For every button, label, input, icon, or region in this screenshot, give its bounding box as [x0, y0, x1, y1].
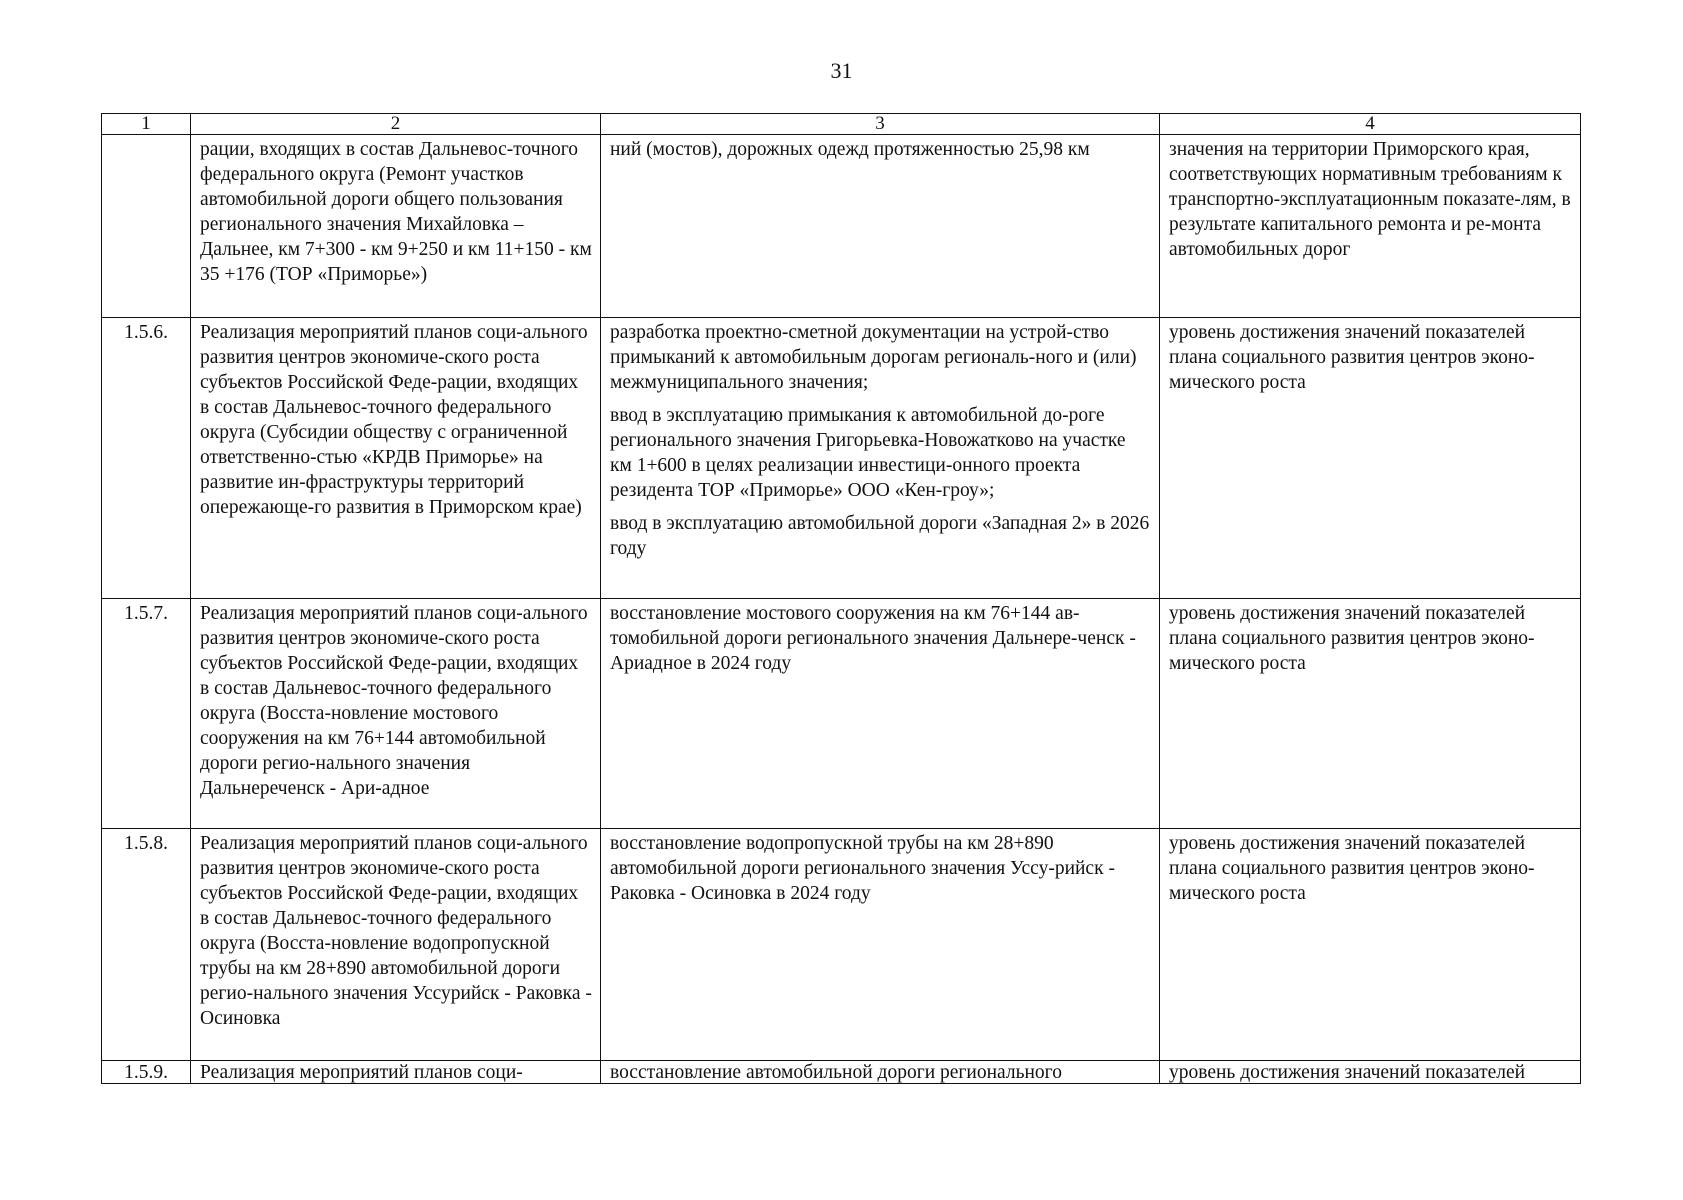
measure-indicator: уровень достижения значений показателей плана социального развития центров эконо-мического роста [1160, 829, 1581, 1061]
measure-indicator: уровень достижения значений показателей плана социального развития центров эконо-мического роста [1160, 318, 1581, 599]
measure-name: Реализация мероприятий планов соци-ального развития центров экономиче-ского роста субъектов Российской Феде-рации, входящих в состав Дальневос-точного федерального округа (Восста-новление мостового сооружения на км 76+144 автомобильной дороги регио-нального значения Дальнереченск - Ари-адное [191, 599, 601, 829]
column-header: 4 [1160, 114, 1581, 135]
column-header: 3 [601, 114, 1160, 135]
table-row [102, 318, 1581, 599]
measure-indicator: уровень достижения значений показателей плана социального развития центров эконо-мического роста [1160, 599, 1581, 829]
row-number: 1.5.9. [102, 1061, 191, 1084]
table-row [102, 599, 1581, 829]
measures-table [101, 113, 1581, 1084]
table-row [102, 1061, 1581, 1084]
measure-result [601, 829, 1160, 1061]
measure-result [601, 318, 1160, 599]
page-number: 31 [830, 58, 853, 83]
result-paragraph: восстановление автомобильной дороги регионального [610, 1062, 1062, 1083]
table-row [102, 135, 1581, 318]
table-row [102, 829, 1581, 1061]
result-paragraph: восстановление водопропускной трубы на км 28+890 автомобильной дороги регионального значения Уссу-рийск - Раковка - Осиновка в 2024 году [610, 833, 1115, 904]
result-paragraph: восстановление мостового сооружения на км 76+144 ав-томобильной дороги регионального значения Дальнере-ченск - Ариадное в 2024 году [610, 603, 1136, 674]
measure-result [601, 1061, 1160, 1084]
measure-name: Реализация мероприятий планов соци-ального развития центров экономиче-ского роста субъектов Российской Феде-рации, входящих в состав Дальневос-точного федерального округа (Субсидии обществу с ограниченной ответственно-стью «КРДВ Приморье» на развитие ин-фраструктуры территорий опережающе-го развития в Приморском крае) [191, 318, 601, 599]
result-paragraph: разработка проектно-сметной документации на устрой-ство примыканий к автомобильным дорогам региональ-ного и (или) межмуниципального значения; [610, 322, 1137, 393]
measure-indicator: значения на территории Приморского края, соответствующих нормативным требованиям к транспортно-эксплуатационным показате-лям, в результате капитального ремонта и ре-монта автомобильных дорог [1160, 135, 1581, 318]
table-header-row [102, 114, 1581, 135]
result-paragraph: ввод в эксплуатацию автомобильной дороги «Западная 2» в 2026 году [610, 513, 1150, 559]
measure-result [601, 135, 1160, 318]
column-header: 2 [191, 114, 601, 135]
row-number: 1.5.7. [102, 599, 191, 829]
result-paragraph: ввод в эксплуатацию примыкания к автомобильной до-роге регионального значения Григорьевка-Новожатково на участке км 1+600 в целях реализации инвестици-онного проекта резидента ТОР «Приморье» ООО «Кен-гроу»; [610, 405, 1126, 501]
measure-indicator: уровень достижения значений показателей [1160, 1061, 1581, 1084]
row-number [102, 135, 191, 318]
measure-name: рации, входящих в состав Дальневос-точного федерального округа (Ремонт участков автомобильной дороги общего пользования регионального значения Михайловка – Дальнее, км 7+300 - км 9+250 и км 11+150 - км 35 +176 (ТОР «Приморье») [191, 135, 601, 318]
measure-name: Реализация мероприятий планов соци- [191, 1061, 601, 1084]
result-paragraph: ний (мостов), дорожных одежд протяженностью 25,98 км [610, 139, 1090, 160]
row-number: 1.5.6. [102, 318, 191, 599]
column-header: 1 [102, 114, 191, 135]
measure-name: Реализация мероприятий планов соци-ального развития центров экономиче-ского роста субъектов Российской Феде-рации, входящих в состав Дальневос-точного федерального округа (Восста-новление водопропускной трубы на км 28+890 автомобильной дороги регио-нального значения Уссурийск - Раковка - Осиновка [191, 829, 601, 1061]
row-number: 1.5.8. [102, 829, 191, 1061]
measure-result [601, 599, 1160, 829]
